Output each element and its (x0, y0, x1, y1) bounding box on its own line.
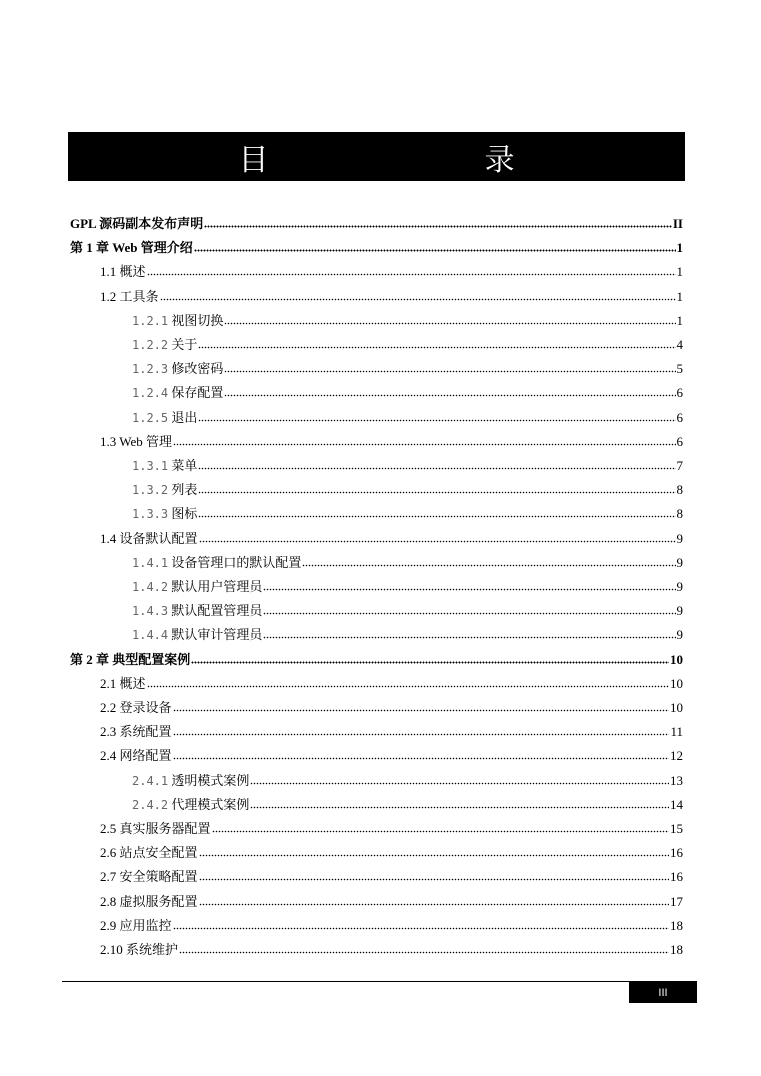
toc-section-entry[interactable] (100, 843, 683, 859)
toc-entry-page: 4 (676, 337, 683, 352)
toc-entry-page: 6 (676, 434, 683, 449)
toc-entry-text: 2.3 系统配置 (100, 724, 172, 739)
toc-section-entry[interactable] (100, 916, 683, 932)
toc-entry-text: 列表 (171, 482, 198, 497)
toc-entry-text: 2.7 安全策略配置 (100, 869, 198, 884)
toc-subsection-entry[interactable] (132, 553, 683, 569)
toc-dot-leader (263, 601, 675, 615)
toc-subsection-entry[interactable] (132, 456, 683, 472)
toc-section-entry[interactable] (100, 746, 683, 762)
toc-dot-leader (179, 940, 669, 954)
toc-entry-page: 12 (670, 748, 683, 763)
toc-entry-text: 默认配置管理员 (171, 603, 263, 618)
toc-section-entry[interactable] (100, 940, 683, 956)
toc-entry-page: 9 (676, 555, 683, 570)
toc-entry-label (100, 748, 172, 764)
toc-entry-label (100, 264, 146, 280)
toc-subsection-entry[interactable] (132, 335, 683, 351)
toc-dot-leader (224, 311, 675, 325)
toc-entry-text: 关于 (171, 337, 198, 352)
toc-entry-label (100, 869, 198, 885)
toc-entry-page: 1 (676, 313, 683, 328)
toc-entry-text: 1.1 概述 (100, 264, 146, 279)
toc-entry-text: 1.3 Web 管理 (100, 434, 173, 449)
toc-section-entry[interactable] (100, 819, 683, 835)
toc-entry-number: 1.4.1 (132, 556, 169, 570)
toc-entry-page: 17 (670, 894, 683, 909)
toc-entry-number: 1.2.3 (132, 362, 169, 376)
toc-entry-page: 11 (670, 724, 683, 739)
toc-entry-label (70, 240, 193, 256)
toc-entry-page: 9 (676, 531, 683, 546)
toc-dot-leader (250, 771, 669, 785)
toc-dot-leader (199, 529, 676, 543)
toc-entry-page: 10 (670, 700, 683, 715)
page-number: III (658, 986, 668, 999)
toc-entry-text: 保存配置 (171, 385, 224, 400)
toc-dot-leader (212, 819, 669, 833)
toc-entry-label (132, 579, 262, 595)
toc-subsection-entry[interactable] (132, 383, 683, 399)
toc-dot-leader (198, 504, 675, 518)
toc-dot-leader (302, 553, 675, 567)
toc-entry-text: 2.2 登录设备 (100, 700, 172, 715)
toc-dot-leader (198, 480, 675, 494)
toc-entry-page: 9 (676, 627, 683, 642)
toc-section-entry[interactable] (100, 432, 683, 448)
toc-entry-label (132, 603, 262, 619)
toc-subsection-entry[interactable] (132, 601, 683, 617)
toc-entry-text: 默认用户管理员 (171, 579, 263, 594)
toc-dot-leader (199, 843, 669, 857)
toc-entry-text: 图标 (171, 506, 198, 521)
toc-entry-number: 1.2.2 (132, 338, 169, 352)
toc-dot-leader (250, 795, 669, 809)
toc-entry-page: 18 (670, 918, 683, 933)
toc-entry-label (70, 652, 190, 668)
toc-entry-page: 16 (670, 845, 683, 860)
toc-dot-leader (199, 867, 669, 881)
toc-entry-label (132, 797, 249, 813)
toc-entry-number: 1.2.5 (132, 411, 169, 425)
toc-entry-label (132, 385, 223, 401)
toc-entry-page: 1 (676, 289, 683, 304)
toc-dot-leader (173, 916, 669, 930)
toc-entry-label (132, 627, 262, 643)
toc-entry-label (100, 942, 178, 958)
toc-entry-page: 1 (676, 240, 683, 255)
toc-entry-label (132, 482, 197, 498)
page-number-badge (629, 982, 697, 1003)
toc-entry-label (132, 361, 223, 377)
toc-section-entry[interactable] (100, 892, 683, 908)
toc-entry-text: GPL 源码副本发布声明 (70, 216, 204, 231)
toc-entry-number: 1.3.3 (132, 507, 169, 521)
toc-entry-label (132, 410, 197, 426)
toc-entry-text: 视图切换 (171, 313, 224, 328)
toc-entry-number: 1.4.2 (132, 580, 169, 594)
toc-dot-leader (198, 456, 675, 470)
toc-subsection-entry[interactable] (132, 771, 683, 787)
toc-entry-number: 1.2.4 (132, 386, 169, 400)
toc-dot-leader (224, 383, 675, 397)
toc-entry-page: 6 (676, 410, 683, 425)
toc-entry-number: 1.2.1 (132, 314, 169, 328)
toc-dot-leader (199, 892, 669, 906)
toc-entry-text: 默认审计管理员 (171, 627, 263, 642)
toc-dot-leader (173, 746, 669, 760)
toc-entry-text: 2.5 真实服务器配置 (100, 821, 211, 836)
toc-dot-leader (263, 625, 675, 639)
toc-entry-page: 6 (676, 385, 683, 400)
toc-entry-page: II (672, 216, 683, 231)
toc-chapter-entry[interactable] (70, 650, 683, 666)
toc-dot-leader (204, 214, 672, 228)
toc-entry-page: 14 (670, 797, 683, 812)
toc-entry-label (132, 506, 197, 522)
toc-entry-page: 1 (676, 264, 683, 279)
toc-entry-text: 透明模式案例 (171, 773, 250, 788)
toc-entry-text: 退出 (171, 410, 198, 425)
toc-entry-label (132, 458, 197, 474)
toc-entry-label (100, 918, 172, 934)
toc-chapter-entry[interactable] (70, 238, 683, 254)
toc-subsection-entry[interactable] (132, 625, 683, 641)
toc-entry-text: 2.4 网络配置 (100, 748, 172, 763)
toc-entry-label (100, 724, 172, 740)
toc-subsection-entry[interactable] (132, 577, 683, 593)
toc-entry-page: 10 (670, 676, 683, 691)
toc-section-entry[interactable] (100, 262, 683, 278)
toc-entry-text: 第 2 章 典型配置案例 (70, 652, 191, 667)
toc-entry-text: 1.2 工具条 (100, 289, 159, 304)
footer-divider (62, 981, 697, 982)
toc-entry-text: 2.1 概述 (100, 676, 146, 691)
toc-entry-number: 1.3.1 (132, 459, 169, 473)
toc-entry-label (100, 289, 159, 305)
toc-entry-label (100, 700, 172, 716)
toc-entry-label (100, 845, 198, 861)
toc-dot-leader (173, 722, 670, 736)
toc-dot-leader (173, 698, 669, 712)
toc-entry-label (100, 434, 172, 450)
toc-dot-leader (194, 238, 676, 252)
toc-entry-label (132, 555, 301, 571)
toc-entry-label (132, 773, 249, 789)
toc-entry-text: 第 1 章 Web 管理介绍 (70, 240, 193, 255)
toc-entry-label (132, 313, 223, 329)
toc-entry-number: 1.4.3 (132, 604, 169, 618)
toc-section-entry[interactable] (100, 867, 683, 883)
toc-entry-page: 9 (676, 579, 683, 594)
toc-entry-text: 修改密码 (171, 361, 224, 376)
toc-entry-page: 7 (676, 458, 683, 473)
toc-section-entry[interactable] (100, 287, 683, 303)
toc-subsection-entry[interactable] (132, 795, 683, 811)
toc-entry-page: 8 (676, 482, 683, 497)
toc-section-entry[interactable] (100, 674, 683, 690)
toc-section-entry[interactable] (100, 698, 683, 714)
toc-subsection-entry[interactable] (132, 504, 683, 520)
toc-entry-number: 2.4.2 (132, 798, 169, 812)
toc-entry-page: 16 (670, 869, 683, 884)
toc-dot-leader (147, 674, 669, 688)
toc-entry-number: 1.4.4 (132, 628, 169, 642)
toc-dot-leader (224, 359, 675, 373)
toc-dot-leader (160, 287, 676, 301)
toc-dot-leader (198, 335, 675, 349)
toc-title: 目 录 (238, 142, 567, 178)
toc-entry-text: 2.8 虚拟服务配置 (100, 894, 198, 909)
toc-dot-leader (198, 408, 675, 422)
toc-entry-text: 设备管理口的默认配置 (171, 555, 302, 570)
toc-dot-leader (147, 262, 676, 276)
toc-subsection-entry[interactable] (132, 359, 683, 375)
toc-entry-page: 10 (670, 652, 683, 667)
toc-entry-page: 9 (676, 603, 683, 618)
toc-entry-page: 5 (676, 361, 683, 376)
toc-entry-number: 1.3.2 (132, 483, 169, 497)
toc-section-entry[interactable] (100, 722, 683, 738)
toc-entry-label (100, 821, 211, 837)
toc-entry-text: 2.6 站点安全配置 (100, 845, 198, 860)
toc-entry-page: 8 (676, 506, 683, 521)
toc-dot-leader (263, 577, 675, 591)
toc-entry-page: 13 (670, 773, 683, 788)
toc-entry-label (70, 216, 203, 232)
toc-entry-label (100, 676, 146, 692)
toc-dot-leader (173, 432, 675, 446)
toc-entry-page: 18 (670, 942, 683, 957)
toc-entry-text: 2.10 系统维护 (100, 942, 179, 957)
toc-chapter-entry[interactable] (70, 214, 683, 230)
toc-entry-text: 2.9 应用监控 (100, 918, 172, 933)
toc-subsection-entry[interactable] (132, 311, 683, 327)
toc-entry-text: 代理模式案例 (171, 797, 250, 812)
toc-entry-label (100, 531, 198, 547)
toc-entry-label (132, 337, 197, 353)
toc-entry-page: 15 (670, 821, 683, 836)
toc-section-entry[interactable] (100, 529, 683, 545)
toc-entry-label (100, 894, 198, 910)
toc-entry-text: 菜单 (171, 458, 198, 473)
toc-subsection-entry[interactable] (132, 480, 683, 496)
toc-entry-number: 2.4.1 (132, 774, 169, 788)
toc-subsection-entry[interactable] (132, 408, 683, 424)
toc-dot-leader (191, 650, 669, 664)
toc-entry-text: 1.4 设备默认配置 (100, 531, 198, 546)
